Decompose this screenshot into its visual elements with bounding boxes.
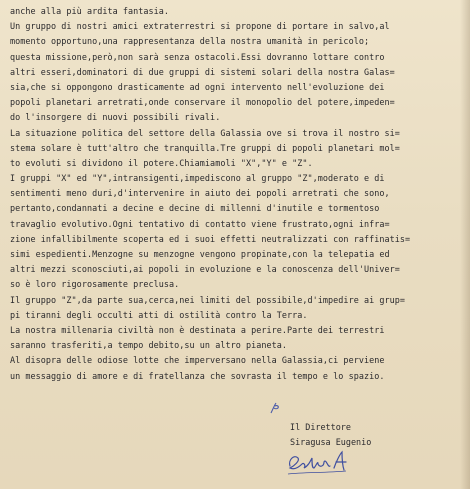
text-line: pi tiranni degli occulti atti di ostilità contro la Terra. [10, 309, 308, 320]
text-line: altri esseri,dominatori di due gruppi di sistemi solari della nostra Galas= [10, 66, 395, 77]
text-line: zione infallibilmente scoperta ed i suoi effetti neutralizzati con raffinatis= [10, 233, 411, 244]
text-line: altri mezzi sconosciuti,ai popoli in evoluzione e la conoscenza dell'Univer= [10, 264, 400, 275]
signature-title: Il Direttore [290, 421, 351, 432]
text-line: Il gruppo "Z",da parte sua,cerca,nei limiti del possibile,d'impedire ai grup= [10, 294, 405, 305]
text-line: Al disopra delle odiose lotte che imperversano nella Galassia,ci perviene [10, 355, 385, 366]
text-line: pertanto,condannati a decine e decine di millenni d'inutile e tormentoso [10, 203, 380, 214]
text-line: La nostra millenaria civiltà non è destinata a perire.Parte dei terrestri [10, 324, 385, 335]
letter-body [10, 4, 462, 384]
signature-name: Siragusa Eugenio [290, 437, 372, 447]
text-line: do l'insorgere di nuovi possibili rivali. [10, 112, 221, 123]
text-line: un messaggio di amore e di fratellanza che sovrasta il tempo e lo spazio. [10, 370, 385, 381]
text-line: sia,che si oppongono drasticamente ad ogni intervento nell'evoluzione dei [10, 81, 385, 92]
text-line: so è loro rigorosamente preclusa. [10, 279, 180, 290]
text-line: Un gruppo di nostri amici extraterrestri si propone di portare in salvo,al [10, 21, 390, 32]
text-line: I gruppi "X" ed "Y",intransigenti,impediscono al gruppo "Z",moderato e di [10, 173, 385, 184]
pen-mark-icon [268, 400, 284, 416]
text-line: momento opportuno,una rappresentanza della nostra umanità in pericolo; [10, 36, 370, 47]
text-line: La situazione politica del settore della Galassia ove si trova il nostro si= [10, 127, 400, 138]
text-line: questa missione,però,non sarà senza ostacoli.Essi dovranno lottare contro [10, 51, 385, 62]
text-line: simi espedienti.Menzogne su menzogne vengono propinate,con la telepatia ed [10, 249, 390, 259]
text-line: to evoluti si dividono il potere.Chiamiamoli "X","Y" e "Z". [10, 157, 313, 168]
text-line: travaglio evolutivo.Ogni tentativo di contatto viene frustrato,ogni infra= [10, 218, 390, 229]
text-line: popoli planetari arretrati,onde conservare il monopolio del potere,impeden= [10, 97, 395, 108]
text-line: stema solare è tutt'altro che tranquilla.Tre gruppi di popoli planetari mol= [10, 142, 400, 153]
text-line: sentimenti meno duri,d'intervenire in aiuto dei popoli arretrati che sono, [10, 188, 390, 199]
text-line: anche alla più ardita fantasia. [10, 6, 170, 16]
handwritten-signature [284, 444, 354, 480]
text-line: saranno trasferiti,a tempo debito,su un altro pianeta. [10, 340, 288, 351]
